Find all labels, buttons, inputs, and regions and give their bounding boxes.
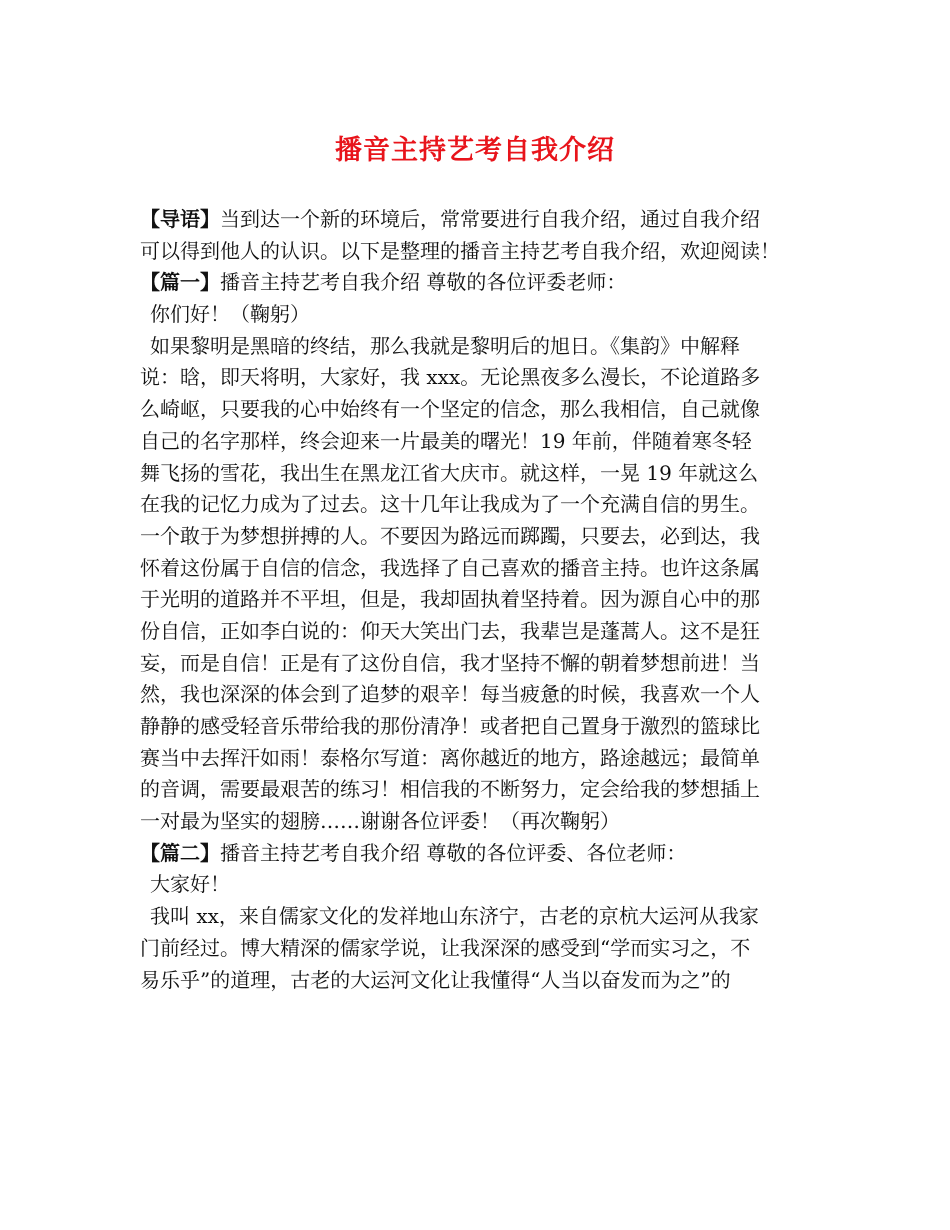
text-line: 于光明的道路并不平坦，但是，我却固执着坚持着。因为源自心中的那	[140, 587, 760, 612]
text-line: 一对最为坚实的翅膀……谢谢各位评委！（再次鞠躬）	[140, 809, 620, 834]
document-body	[140, 204, 820, 996]
line-text: 播音主持艺考自我介绍 尊敬的各位评委老师：	[220, 270, 627, 295]
text-line: 门前经过。博大精深的儒家学说，让我深深的感受到“学而实习之，不	[140, 935, 751, 960]
text-line	[140, 204, 820, 236]
section-heading-marker: 【导语】	[140, 207, 220, 231]
text-line: 我叫 xx，来自儒家文化的发祥地山东济宁，古老的京杭大运河从我家	[150, 904, 759, 929]
text-line	[140, 838, 820, 870]
line-text: 播音主持艺考自我介绍 尊敬的各位评委、各位老师：	[220, 840, 687, 865]
text-line: 赛当中去挥汗如雨！泰格尔写道：离你越近的地方，路途越远；最简单	[140, 745, 760, 770]
text-line: 你们好！（鞠躬）	[150, 302, 310, 327]
text-line: 舞飞扬的雪花，我出生在黑龙江省大庆市。就这样，一晃 19 年就这么	[140, 460, 759, 485]
text-line: 然，我也深深的体会到了追梦的艰辛！每当疲惫的时候，我喜欢一个人	[140, 682, 760, 707]
text-line: 的音调，需要最艰苦的练习！相信我的不断努力，定会给我的梦想插上	[140, 777, 760, 802]
text-line: 如果黎明是黑暗的终结，那么我就是黎明后的旭日。《集韵》中解释	[150, 333, 740, 358]
text-line: 份自信，正如李白说的：仰天大笑出门去，我辈岂是蓬蒿人。这不是狂	[140, 618, 760, 643]
text-line: 怀着这份属于自信的信念，我选择了自己喜欢的播音主持。也许这条属	[140, 555, 760, 580]
line-text: 当到达一个新的环境后，常常要进行自我介绍，通过自我介绍	[220, 207, 760, 231]
section-heading-marker: 【篇一】	[140, 270, 220, 295]
text-line: 一个敢于为梦想拼搏的人。不要因为路远而踯躅，只要去，必到达，我	[140, 523, 760, 548]
text-line: 么崎岖，只要我的心中始终有一个坚定的信念，那么我相信，自己就像	[140, 397, 760, 422]
text-line: 可以得到他人的认识。以下是整理的播音主持艺考自我介绍，欢迎阅读！	[140, 238, 780, 263]
text-line: 妄，而是自信！正是有了这份自信，我才坚持不懈的朝着梦想前进！当	[140, 650, 760, 675]
text-line: 在我的记忆力成为了过去。这十几年让我成为了一个充满自信的男生。	[140, 492, 760, 517]
text-line	[140, 267, 820, 299]
document-title: 播音主持艺考自我介绍	[335, 135, 615, 166]
text-line: 自己的名字那样，终会迎来一片最美的曙光！19 年前，伴随着寒冬轻	[140, 428, 752, 453]
section-heading-marker: 【篇二】	[140, 840, 220, 865]
text-line: 说：晗，即天将明，大家好，我 xxx。无论黑夜多么漫长，不论道路多	[140, 365, 761, 390]
text-line: 易乐乎”的道理，古老的大运河文化让我懂得“人当以奋发而为之”的	[140, 967, 731, 992]
text-line: 大家好！	[150, 872, 230, 897]
text-line: 静静的感受轻音乐带给我的那份清净！或者把自己置身于激烈的篮球比	[140, 714, 760, 738]
